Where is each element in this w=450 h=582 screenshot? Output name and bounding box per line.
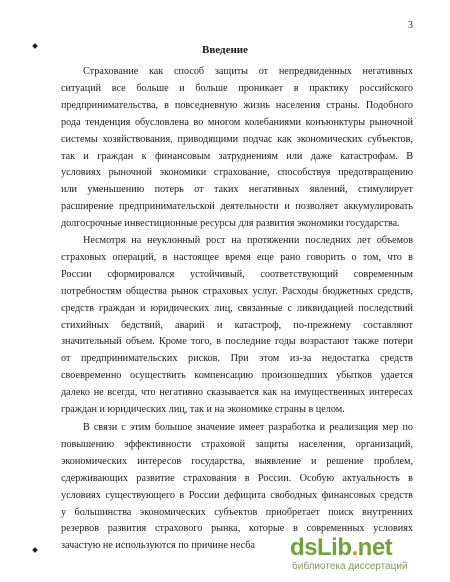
page-title: Введение <box>201 44 249 56</box>
text-line: граждан и юридических лиц, так и на экономике страны в целом. <box>61 404 345 416</box>
text-line: Страхование как способ защиты от непредвиденных негативных <box>83 66 413 77</box>
text-line: ситуаций все больше и больше проникает в практику российского <box>61 82 413 94</box>
watermark-logo-main: dsLib <box>290 534 352 561</box>
text-line: у большинства экономических субъектов приобретает поиск внутренних <box>61 506 413 518</box>
text-line: своевременно осуществить компенсацию произошедших убытков удается <box>61 370 413 382</box>
paragraph-2 <box>61 233 413 419</box>
watermark-logo <box>290 534 392 562</box>
text-line: потребностям общества рынок страховых услуг. Расходы бюджетных средств, <box>61 285 413 297</box>
watermark-logo-tld: net <box>357 534 393 561</box>
text-line: условиях существующего в России дефицита свободных финансовых средств <box>61 489 413 501</box>
text-line: так и граждан к финансовым затруднениям или даже катастрофам. В <box>61 150 413 162</box>
text-line: значительный объем. Кроме того, в последние годы возрастают также потери <box>61 336 413 348</box>
text-line: далеко не всегда, что негативно сказывается как на имущественных интересах <box>61 387 413 399</box>
text-line: от предпринимательских рисков. При этом из-за недостатка средств <box>61 353 413 365</box>
text-line: условиях рыночной экономики страхование, способствуя предотвращению <box>61 167 413 179</box>
text-line: расширение предпринимательской деятельности и позволяет аккумулировать <box>61 201 413 213</box>
text-line: России сформировался устойчивый, соответствующий современным <box>61 268 413 280</box>
text-line: системы хозяйствования, приводящими подчас как экономических субъектов, <box>61 133 413 145</box>
text-line: рода тенденция обусловлена во многом колебаниями конъюнктуры рыночной <box>61 116 413 128</box>
watermark-subtitle: библиотека диссертаций <box>292 561 408 572</box>
text-line: зачастую не используются по причине несба <box>61 540 255 552</box>
paragraph-1 <box>61 64 413 233</box>
text-line: повышению эффективности страховой защиты населения, организаций, <box>61 438 413 450</box>
text-line: сдерживающих развитие страхования в России. Особую актуальность в <box>61 472 413 484</box>
text-line: экономических интересов государства, выявление и решение проблем, <box>61 455 413 467</box>
margin-mark-bottom <box>32 547 38 553</box>
page-number: 3 <box>408 20 413 31</box>
text-line: страховых операций, в настоящее время еще рано говорить о том, что в <box>61 251 413 263</box>
text-line: или уменьшению потерь от таких негативных явлений, стимулирует <box>61 184 413 196</box>
text-line: В связи с этим большое значение имеет разработка и реализация мер по <box>83 422 413 433</box>
watermark-logo-dot: . <box>351 534 358 561</box>
text-line: предпринимательства, в повседневную жизнь населения страны. Подобного <box>61 99 413 111</box>
text-line: стихийных бедствий, аварий и катастроф, по-прежнему составляют <box>61 319 413 331</box>
text-line: средств граждан и юридических лиц, связанные с ликвидацией последствий <box>61 302 413 314</box>
text-line: Несмотря на неуклонный рост на протяжении последних лет объемов <box>83 235 413 246</box>
text-line: долгосрочные инвестиционные ресурсы для развития экономики государства. <box>61 218 400 230</box>
text-line: резервов развития страхового рынка, которые в современных условиях <box>61 523 413 535</box>
watermark <box>290 534 440 574</box>
